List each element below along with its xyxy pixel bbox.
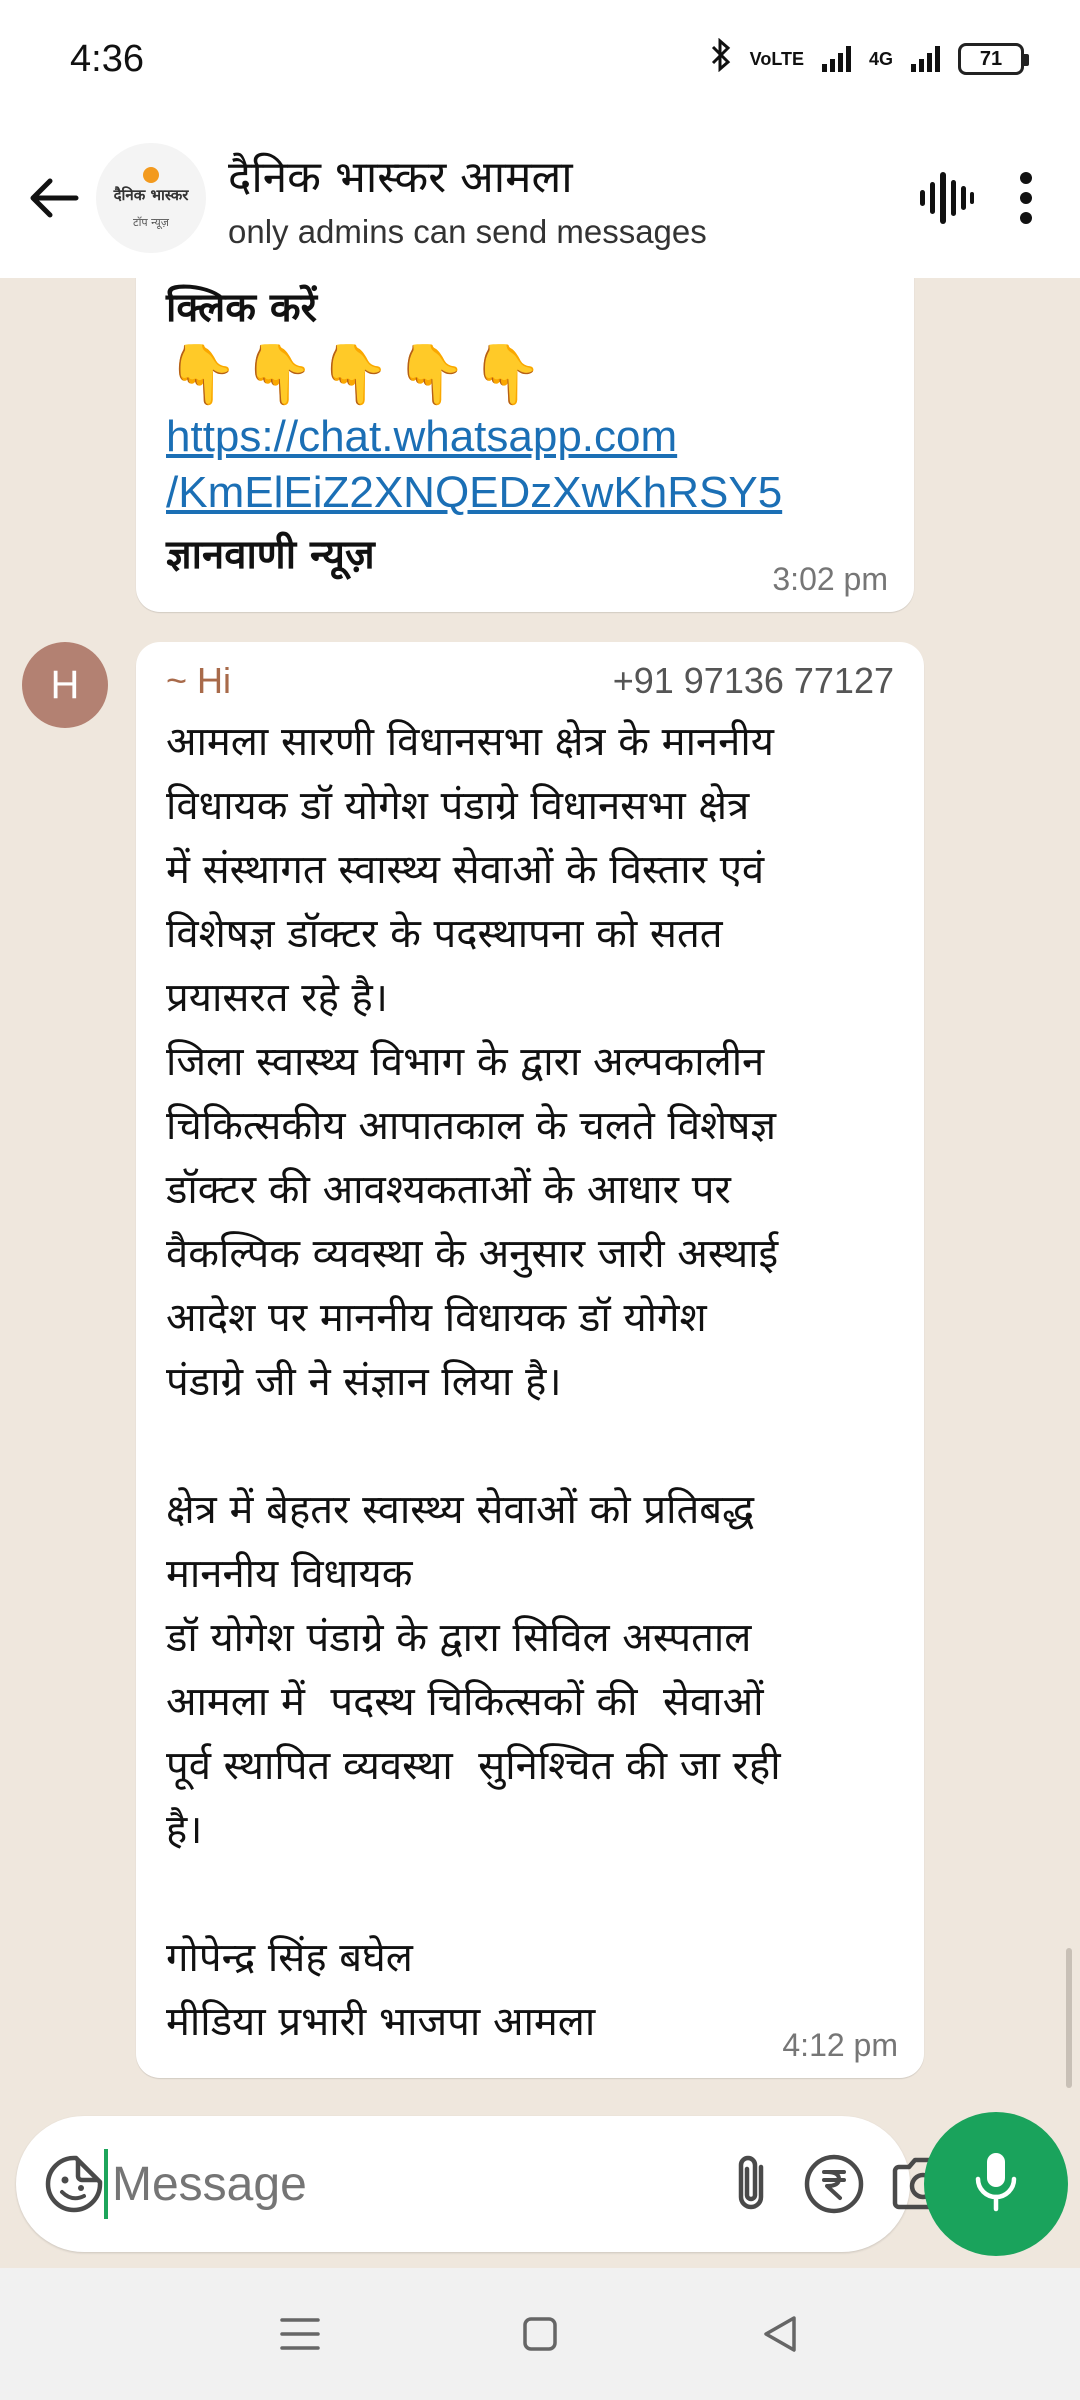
rupee-icon[interactable] — [803, 2139, 865, 2229]
message-footer: ज्ञानवाणी न्यूज़ — [166, 532, 375, 578]
back-arrow-icon[interactable] — [14, 158, 94, 238]
battery-icon — [958, 43, 1024, 75]
avatar-logo-sub: टॉप न्यूज़ — [133, 215, 169, 229]
more-options-icon[interactable] — [986, 158, 1066, 238]
signal-icon — [822, 46, 851, 72]
sticker-icon[interactable] — [44, 2139, 104, 2229]
link-line-2: /KmElEiZ2XNQEDzXwKhRSY5 — [166, 468, 783, 517]
logo-dot — [143, 167, 159, 183]
group-avatar[interactable] — [96, 143, 206, 253]
volte-icon: VoLTE — [749, 49, 804, 69]
message-sender-row — [166, 660, 894, 702]
bluetooth-icon — [710, 38, 732, 80]
message-heading: क्लिक करें — [166, 285, 318, 331]
sender-avatar[interactable]: H — [22, 642, 108, 728]
sender-phone[interactable]: +91 97136 77127 — [612, 660, 894, 701]
sender-name[interactable]: ~ Hi — [166, 660, 232, 701]
message-link[interactable] — [166, 409, 884, 521]
message-text: आमला सारणी विधानसभा क्षेत्र के माननीय विधायक डॉ योगेश पंडाग्रे विधानसभा क्षेत्र में संस्थागत स्वास्थ्य सेवाओं के विस्तार एवं विशेषज्ञ डॉक्टर के पदस्थापना को सतत प्रयासरत रहे है। जिला स्वास्थ्य विभाग के द्वारा अल्पकालीन चिकित्सकीय आपातकाल के चलते विशेषज्ञ डॉक्टर की आवश्यकताओं के आधार पर वैकल्पिक व्यवस्था के अनुसार जारी अस्थाई आदेश पर माननीय विधायक डॉ योगेश पंडाग्रे जी ने संज्ञान लिया है। क्षेत्र में बेहतर स्वास्थ्य सेवाओं को प्रतिबद्ध माननीय विधायक डॉ योगेश पंडाग्रे के द्वारा सिविल अस्पताल आमला में पदस्थ चिकित्सकों की सेवाओं पूर्व स्थापित व्यवस्था सुनिश्चित की जा रही है। गोपेन्द्र सिंह बघेल मीडिया प्रभारी भाजपा आमला — [166, 719, 781, 2045]
signal-icon-2 — [911, 46, 940, 72]
message-time: 3:02 pm — [772, 561, 888, 597]
voice-chat-icon[interactable] — [906, 158, 986, 238]
message-time: 4:12 pm — [782, 2027, 898, 2063]
chat-header — [0, 118, 1080, 278]
message-bubble[interactable] — [136, 278, 914, 612]
network-type-label: 4G — [868, 49, 893, 69]
status-bar — [0, 0, 1080, 118]
nav-menu-icon[interactable] — [260, 2294, 340, 2374]
system-nav-bar — [0, 2268, 1080, 2400]
scrollbar[interactable] — [1066, 1948, 1072, 2088]
mic-icon — [974, 2151, 1018, 2218]
nav-back-icon[interactable] — [740, 2294, 820, 2374]
message-bubble[interactable] — [136, 642, 924, 2078]
battery-level: 71 — [979, 47, 1003, 70]
message-input[interactable] — [104, 2149, 733, 2219]
nav-home-icon[interactable] — [500, 2294, 580, 2374]
group-subtitle: only admins can send messages — [228, 213, 707, 250]
link-line-1: https://chat.whatsapp.com — [166, 412, 678, 461]
status-time: 4:36 — [70, 37, 144, 80]
attach-icon[interactable] — [733, 2139, 769, 2229]
chat-area[interactable] — [0, 278, 1080, 2108]
header-info[interactable] — [228, 145, 906, 251]
status-icons — [710, 38, 1024, 80]
mic-button[interactable] — [924, 2112, 1068, 2256]
pointing-down-emoji: 👇👇👇👇👇 — [166, 342, 548, 407]
message-composer — [16, 2116, 910, 2252]
avatar-logo-text: दैनिक भास्कर — [113, 185, 189, 204]
group-name: दैनिक भास्कर आमला — [228, 152, 573, 203]
